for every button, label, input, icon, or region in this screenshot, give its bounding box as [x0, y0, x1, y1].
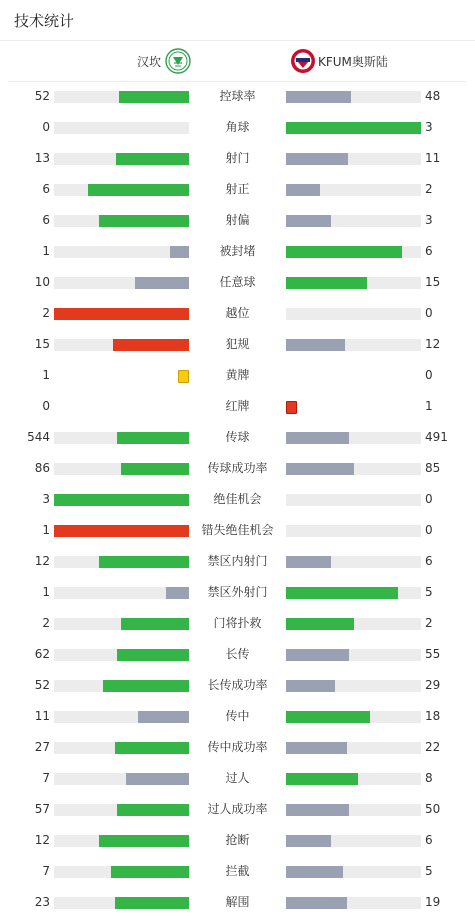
home-bar-track	[54, 184, 189, 196]
stat-row	[0, 174, 475, 205]
home-bar-fill	[170, 246, 189, 258]
stat-label: 射正	[225, 182, 250, 196]
away-stat-value: 2	[425, 616, 433, 630]
away-bar-track	[286, 432, 421, 444]
away-bar-track	[286, 649, 421, 661]
away-stat-value: 15	[425, 275, 441, 289]
away-bar-track	[286, 835, 421, 847]
away-stat-value: 18	[425, 709, 441, 723]
away-stat-value: 3	[425, 120, 433, 134]
home-bar-track	[54, 680, 189, 692]
home-bar-track	[54, 246, 189, 258]
away-bar-fill	[286, 742, 347, 754]
home-bar-fill	[117, 649, 189, 661]
away-stat-value: 29	[425, 678, 441, 692]
away-bar-fill	[286, 122, 421, 134]
home-stat-value: 11	[34, 709, 50, 723]
home-bar-fill	[88, 184, 189, 196]
stat-row	[0, 608, 475, 639]
home-stat-value: 86	[34, 461, 50, 475]
hammarby-crest-icon	[165, 48, 191, 74]
stat-row	[0, 825, 475, 856]
home-bar-track	[54, 835, 189, 847]
away-bar-track	[286, 277, 421, 289]
stat-label: 角球	[225, 120, 250, 134]
home-stat-value: 0	[42, 399, 50, 413]
stat-label: 越位	[225, 306, 250, 320]
stat-label: 长传	[225, 647, 250, 661]
away-bar-track	[286, 556, 421, 568]
away-bar-track	[286, 153, 421, 165]
home-stat-value: 544	[27, 430, 50, 444]
stat-row	[0, 205, 475, 236]
stat-row	[0, 639, 475, 670]
stat-label: 绝佳机会	[213, 492, 262, 506]
home-team[interactable]	[137, 48, 191, 74]
away-stat-value: 11	[425, 151, 441, 165]
home-bar-track	[54, 711, 189, 723]
home-bar-track	[54, 618, 189, 630]
away-bar-fill	[286, 463, 354, 475]
home-bar-track	[54, 339, 189, 351]
away-team-name: KFUM奥斯陆	[318, 54, 388, 69]
home-stat-value: 13	[34, 151, 50, 165]
stat-label: 抢断	[225, 833, 250, 847]
home-stat-value: 7	[42, 771, 50, 785]
stat-label: 传中	[225, 709, 250, 723]
stat-label: 拦截	[225, 864, 250, 878]
home-bar-track	[54, 494, 189, 506]
home-bar-fill	[113, 339, 189, 351]
home-stat-value: 7	[42, 864, 50, 878]
away-bar-fill	[286, 184, 320, 196]
home-bar-track	[54, 866, 189, 878]
away-bar-track	[286, 866, 421, 878]
stat-label: 过人成功率	[207, 802, 268, 816]
stat-label: 射门	[225, 151, 250, 165]
away-bar-track	[286, 804, 421, 816]
away-bar-fill	[286, 277, 367, 289]
stat-label: 传球成功率	[207, 461, 268, 475]
stat-row	[0, 236, 475, 267]
home-bar-track	[54, 897, 189, 909]
away-stat-value: 0	[425, 306, 433, 320]
away-stat-value: 85	[425, 461, 441, 475]
home-bar-fill	[121, 618, 189, 630]
stat-label: 射偏	[225, 213, 250, 227]
stat-row	[0, 887, 475, 918]
away-bar-fill	[286, 711, 370, 723]
home-bar-fill	[115, 897, 189, 909]
away-bar-fill	[286, 835, 331, 847]
away-stat-value: 22	[425, 740, 441, 754]
away-stat-value: 5	[425, 864, 433, 878]
away-bar-fill	[286, 680, 335, 692]
away-bar-track	[286, 525, 421, 537]
home-bar-fill	[117, 432, 189, 444]
home-bar-fill	[138, 711, 189, 723]
home-stat-value: 12	[34, 833, 50, 847]
stat-row	[0, 484, 475, 515]
home-bar-track	[54, 525, 189, 537]
red-card-icon	[286, 401, 297, 414]
home-stat-value: 62	[34, 647, 50, 661]
home-bar-track	[54, 773, 189, 785]
home-stat-value: 15	[34, 337, 50, 351]
home-stat-value: 10	[34, 275, 50, 289]
stat-row	[0, 701, 475, 732]
away-bar-track	[286, 463, 421, 475]
away-stat-value: 8	[425, 771, 433, 785]
away-bar-fill	[286, 153, 348, 165]
home-bar-track	[54, 91, 189, 103]
away-stat-value: 5	[425, 585, 433, 599]
home-bar-fill	[117, 804, 189, 816]
stat-label: 错失绝佳机会	[201, 523, 274, 537]
away-bar-fill	[286, 91, 351, 103]
stat-label: 黄牌	[225, 368, 250, 382]
away-bar-track	[286, 680, 421, 692]
away-stat-value: 48	[425, 89, 441, 103]
away-stat-value: 6	[425, 244, 433, 258]
home-bar-fill	[99, 215, 189, 227]
stat-row	[0, 298, 475, 329]
home-bar-fill	[54, 494, 189, 506]
home-stat-value: 52	[34, 678, 50, 692]
stat-label: 门将扑救	[213, 616, 262, 630]
home-stat-value: 6	[42, 182, 50, 196]
home-bar-fill	[99, 556, 189, 568]
home-stat-value: 23	[34, 895, 50, 909]
home-bar-fill	[99, 835, 189, 847]
home-bar-track	[54, 804, 189, 816]
yellow-card-icon	[178, 370, 189, 383]
stat-label: 传中成功率	[207, 740, 268, 754]
home-bar-track	[54, 742, 189, 754]
away-bar-track	[286, 122, 421, 134]
home-stat-value: 57	[34, 802, 50, 816]
away-stat-value: 1	[425, 399, 433, 413]
stat-label: 被封堵	[219, 244, 256, 258]
away-stat-value: 6	[425, 833, 433, 847]
home-stat-value: 2	[42, 306, 50, 320]
stat-row	[0, 732, 475, 763]
home-bar-track	[54, 308, 189, 320]
stat-label: 犯规	[225, 337, 250, 351]
home-stat-value: 1	[42, 523, 50, 537]
away-bar-fill	[286, 804, 349, 816]
away-bar-track	[286, 897, 421, 909]
home-bar-track	[54, 153, 189, 165]
stat-row	[0, 360, 475, 391]
away-stat-value: 0	[425, 368, 433, 382]
away-stat-value: 2	[425, 182, 433, 196]
home-stat-value: 1	[42, 368, 50, 382]
away-bar-track	[286, 742, 421, 754]
home-bar-track	[54, 463, 189, 475]
home-bar-track	[54, 122, 189, 134]
away-bar-fill	[286, 556, 331, 568]
home-stat-value: 1	[42, 244, 50, 258]
home-stat-value: 1	[42, 585, 50, 599]
stat-label: 任意球	[219, 275, 256, 289]
header-divider	[0, 40, 475, 41]
stat-row	[0, 763, 475, 794]
away-bar-fill	[286, 618, 354, 630]
stat-label: 长传成功率	[207, 678, 268, 692]
stat-row	[0, 856, 475, 887]
home-stat-value: 52	[34, 89, 50, 103]
home-stat-value: 6	[42, 213, 50, 227]
away-bar-fill	[286, 587, 398, 599]
home-bar-track	[54, 556, 189, 568]
away-bar-fill	[286, 246, 402, 258]
away-bar-track	[286, 184, 421, 196]
home-stat-value: 12	[34, 554, 50, 568]
away-stat-value: 491	[425, 430, 448, 444]
away-stat-value: 0	[425, 492, 433, 506]
away-bar-track	[286, 494, 421, 506]
home-bar-fill	[116, 153, 189, 165]
home-bar-fill	[115, 742, 189, 754]
away-bar-track	[286, 308, 421, 320]
page-title: 技术统计	[14, 12, 75, 30]
stat-row	[0, 81, 475, 112]
away-bar-fill	[286, 649, 349, 661]
home-bar-fill	[121, 463, 189, 475]
home-bar-fill	[135, 277, 189, 289]
away-stat-value: 3	[425, 213, 433, 227]
stat-row	[0, 143, 475, 174]
away-bar-track	[286, 711, 421, 723]
stat-label: 禁区外射门	[207, 585, 268, 599]
stat-row	[0, 794, 475, 825]
away-bar-fill	[286, 432, 349, 444]
stat-row	[0, 453, 475, 484]
stat-label: 禁区内射门	[207, 554, 268, 568]
home-bar-track	[54, 587, 189, 599]
home-bar-fill	[126, 773, 189, 785]
stat-label: 控球率	[219, 89, 256, 103]
away-stat-value: 12	[425, 337, 441, 351]
home-bar-track	[54, 215, 189, 227]
home-stat-value: 3	[42, 492, 50, 506]
away-bar-fill	[286, 897, 347, 909]
kfum-oslo-crest-icon	[290, 48, 316, 74]
stat-label: 红牌	[225, 399, 250, 413]
home-stat-value: 27	[34, 740, 50, 754]
home-team-name: 汉坎	[136, 54, 161, 69]
home-bar-fill	[54, 308, 189, 320]
away-bar-track	[286, 339, 421, 351]
stat-row	[0, 329, 475, 360]
away-stat-value: 19	[425, 895, 441, 909]
home-bar-track	[54, 277, 189, 289]
away-bar-fill	[286, 339, 345, 351]
stat-row	[0, 515, 475, 546]
away-bar-track	[286, 215, 421, 227]
home-bar-track	[54, 649, 189, 661]
stat-row	[0, 391, 475, 422]
stat-label: 传球	[225, 430, 250, 444]
away-bar-fill	[286, 215, 331, 227]
stat-label: 过人	[225, 771, 250, 785]
away-bar-track	[286, 91, 421, 103]
stat-row	[0, 422, 475, 453]
away-team[interactable]	[290, 48, 388, 74]
stat-row	[0, 267, 475, 298]
away-bar-fill	[286, 866, 343, 878]
home-bar-fill	[103, 680, 189, 692]
stat-row	[0, 670, 475, 701]
stat-row	[0, 112, 475, 143]
home-bar-fill	[111, 866, 189, 878]
away-bar-fill	[286, 773, 358, 785]
away-bar-track	[286, 773, 421, 785]
teams-header	[8, 42, 466, 82]
away-bar-track	[286, 246, 421, 258]
away-stat-value: 50	[425, 802, 441, 816]
stat-label: 解围	[225, 895, 250, 909]
away-bar-track	[286, 618, 421, 630]
away-bar-track	[286, 587, 421, 599]
stat-row	[0, 577, 475, 608]
home-stat-value: 0	[42, 120, 50, 134]
home-bar-fill	[119, 91, 189, 103]
stat-row	[0, 546, 475, 577]
away-stat-value: 6	[425, 554, 433, 568]
home-bar-fill	[54, 525, 189, 537]
away-stat-value: 55	[425, 647, 441, 661]
home-bar-fill	[166, 587, 189, 599]
home-stat-value: 2	[42, 616, 50, 630]
away-stat-value: 0	[425, 523, 433, 537]
home-bar-track	[54, 432, 189, 444]
